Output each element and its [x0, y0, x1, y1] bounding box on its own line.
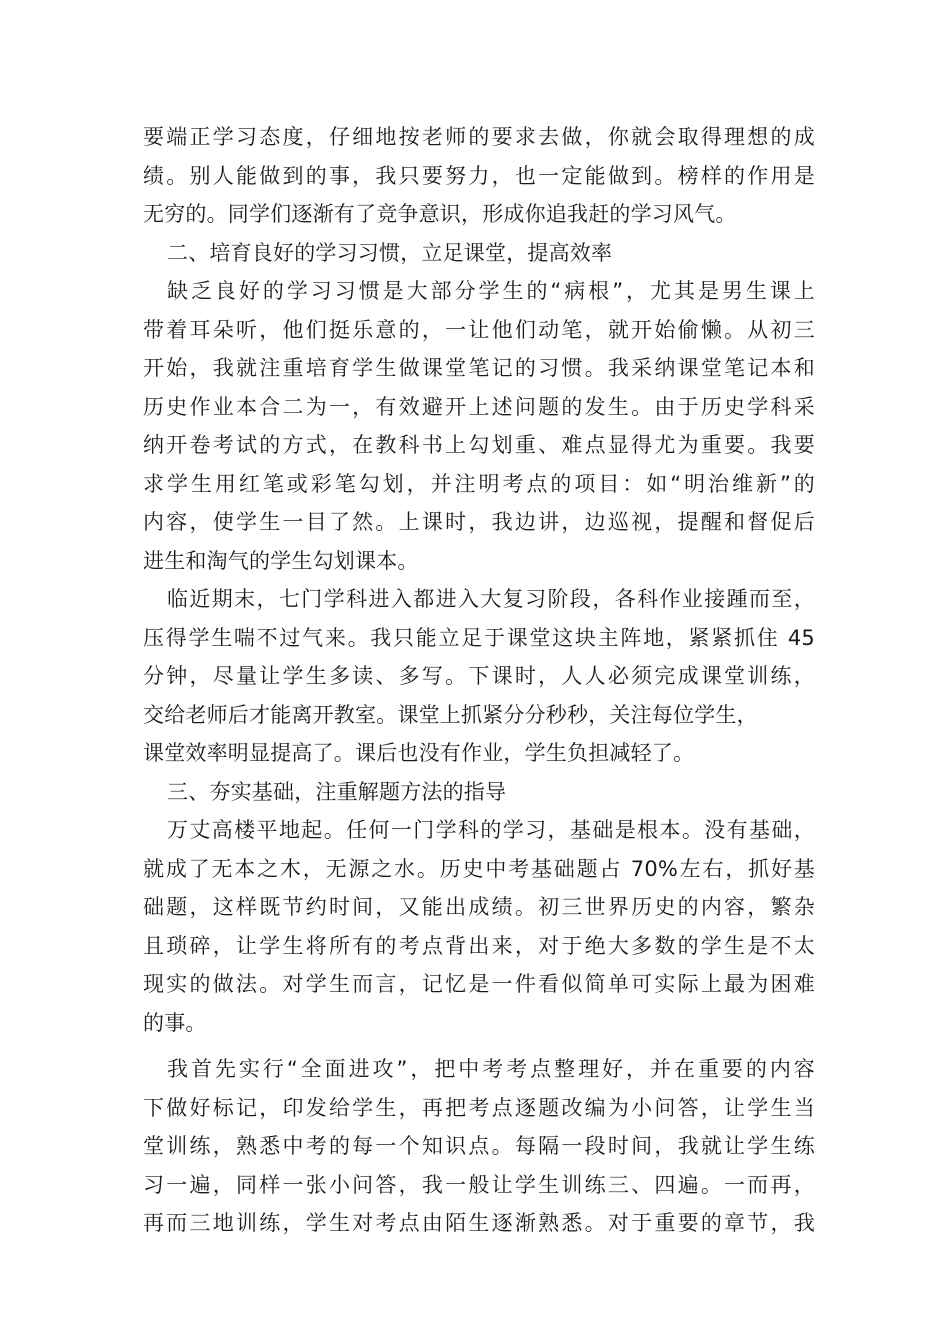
section-heading: 三、夯实基础，注重解题方法的指导 — [167, 779, 507, 804]
text-line: 临近期末，七门学科进入都进入大复习阶段，各科作业接踵而至， — [167, 587, 815, 611]
text-line: 求学生用红笔或彩笔勾划，并注明考点的项目：如“明治维新”的 — [143, 471, 815, 496]
text-line: 且琐碎，让学生将所有的考点背出来，对于绝大多数的学生是不太 — [143, 933, 815, 958]
paragraph-spacer — [143, 1042, 815, 1050]
document-body — [143, 118, 815, 1243]
text-line: 就成了无本之木，无源之水。历史中考基础题占 70%左右，抓好基 — [143, 856, 815, 881]
text-line: 下做好标记，印发给学生，再把考点逐题改编为小问答，让学生当 — [143, 1095, 815, 1120]
text-line: 交给老师后才能离开教室。课堂上抓紧分分秒秒，关注每位学生， — [143, 702, 758, 727]
text-line: 无穷的。同学们逐渐有了竞争意识，形成你追我赶的学习风气。 — [143, 202, 737, 226]
text-line: 要端正学习态度，仔细地按老师的要求去做，你就会取得理想的成 — [143, 125, 815, 149]
text-line: 础题，这样既节约时间，又能出成绩。初三世界历史的内容，繁杂 — [143, 895, 815, 919]
text-line: 压得学生喘不过气来。我只能立足于课堂这块主阵地，紧紧抓住 45 — [143, 625, 815, 650]
text-line: 纳开卷考试的方式，在教科书上勾划重、难点显得尤为重要。我要 — [143, 433, 815, 457]
text-line: 现实的做法。对学生而言，记忆是一件看似简单可实际上最为困难 — [143, 972, 815, 996]
text-line: 带着耳朵听，他们挺乐意的，一让他们动笔，就开始偷懒。从初三 — [143, 317, 815, 342]
text-line: 绩。别人能做到的事，我只要努力，也一定能做到。榜样的作用是 — [143, 163, 815, 188]
text-line: 习一遍，同样一张小问答，我一般让学生训练三、四遍。一而再， — [143, 1172, 815, 1197]
text-line: 历史作业本合二为一，有效避开上述问题的发生。由于历史学科采 — [143, 394, 815, 419]
text-line: 课堂效率明显提高了。课后也没有作业，学生负担减轻了。 — [143, 741, 695, 765]
text-line: 万丈高楼平地起。任何一门学科的学习，基础是根本。没有基础， — [167, 818, 815, 842]
text-line: 的事。 — [143, 1010, 207, 1035]
text-line: 再而三地训练，学生对考点由陌生逐渐熟悉。对于重要的章节，我 — [143, 1211, 815, 1235]
text-line: 内容，使学生一目了然。上课时，我边讲，边巡视，提醒和督促后 — [143, 510, 815, 534]
text-line: 缺乏良好的学习习惯是大部分学生的“病根”，尤其是男生课上 — [167, 279, 815, 303]
text-line: 我首先实行“全面进攻”，把中考考点整理好，并在重要的内容 — [167, 1057, 815, 1081]
text-line: 开始，我就注重培育学生做课堂笔记的习惯。我采纳课堂笔记本和 — [143, 356, 815, 380]
text-line: 分钟，尽量让学生多读、多写。下课时，人人必须完成课堂训练， — [143, 664, 815, 688]
section-heading: 二、培育良好的学习习惯，立足课堂，提高效率 — [167, 240, 613, 265]
text-line: 进生和淘气的学生勾划课本。 — [143, 548, 419, 573]
text-line: 堂训练，熟悉中考的每一个知识点。每隔一段时间，我就让学生练 — [143, 1134, 815, 1158]
